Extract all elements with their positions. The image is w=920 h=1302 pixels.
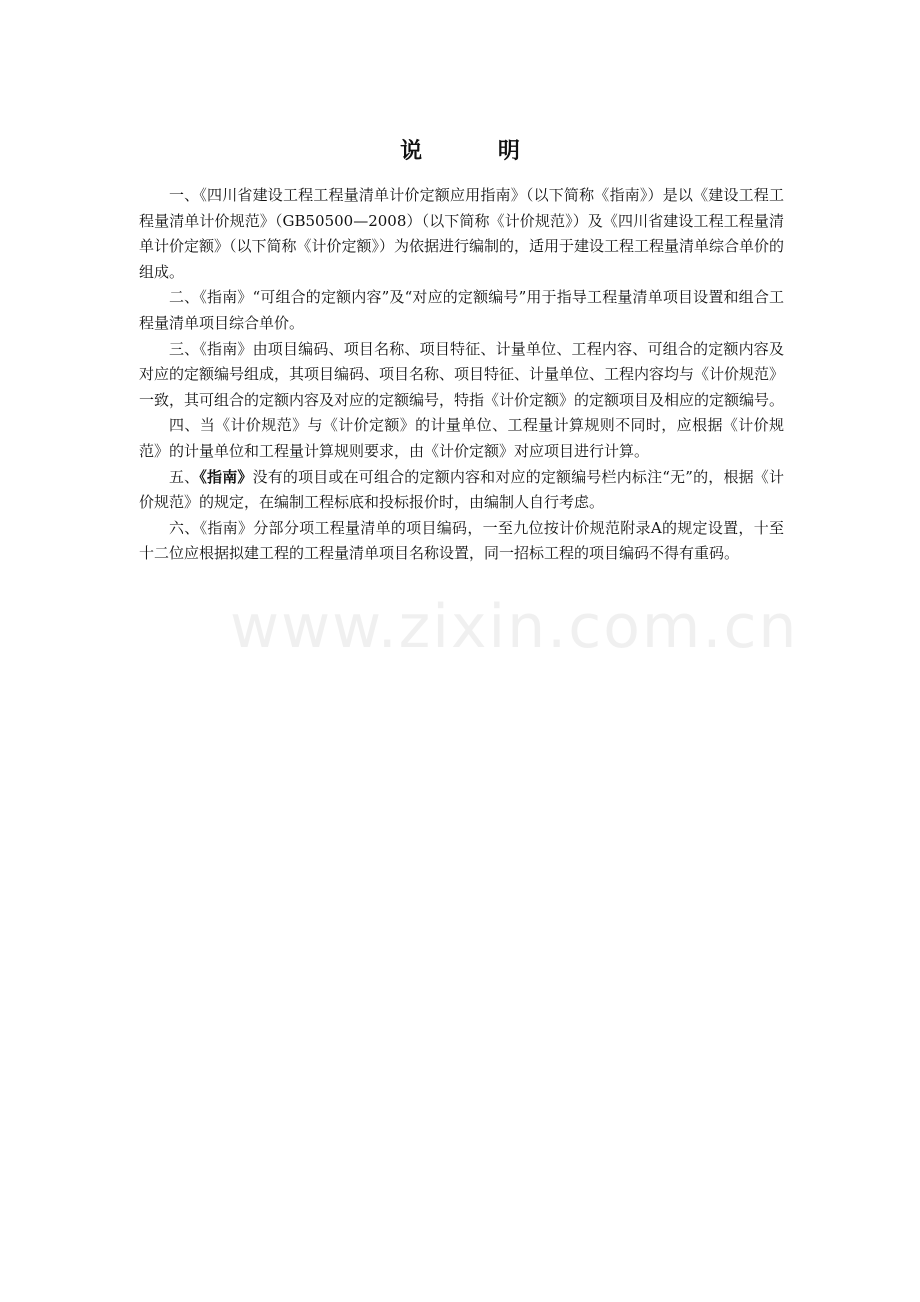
paragraph-3: 三、《指南》由项目编码、项目名称、项目特征、计量单位、工程内容、可组合的定额内容及对应的定额编号组成，其项目编码、项目名称、项目特征、计量单位、工程内容均与《计价规范》一致，其可组合的定额内容及对应的定额编号，特指《计价定额》的定额项目及相应的定额编号。 <box>139 339 785 409</box>
watermark-text: www.zixin.com.cn <box>230 592 799 662</box>
paragraph-2: 二、《指南》“可组合的定额内容”及“对应的定额编号”用于指导工程量清单项目设置和组合工程量清单项目综合单价。 <box>139 288 784 332</box>
document-body <box>139 183 784 567</box>
paragraph-5-prefix: 五、 <box>169 467 200 486</box>
paragraph-5 <box>139 465 784 516</box>
paragraph-1: 一、《四川省建设工程工程量清单计价定额应用指南》（以下简称《指南》）是以《建设工程工程量清单计价规范》（GB50500—2008）（以下简称《计价规范》）及《四川省建设工程工程量清单计价定额》（以下简称《计价定额》）为依据进行编制的，适用于建设工程工程量清单综合单价的组成。 <box>139 186 785 281</box>
paragraph-5-rest: 没有的项目或在可组合的定额内容和对应的定额编号栏内标注“无”的，根据《计价规范》的规定，在编制工程标底和投标报价时，由编制人自行考虑。 <box>139 467 784 512</box>
page-title: 说 明 <box>400 138 554 164</box>
paragraph-5-bold: 《指南》 <box>199 467 253 486</box>
paragraph-6: 六、《指南》分部分项工程量清单的项目编码，一至九位按计价规范附录A的规定设置，十至十二位应根据拟建工程的工程量清单项目名称设置，同一招标工程的项目编码不得有重码。 <box>139 518 784 563</box>
paragraph-4: 四、当《计价规范》与《计价定额》的计量单位、工程量计算规则不同时，应根据《计价规范》的计量单位和工程量计算规则要求，由《计价定额》对应项目进行计算。 <box>139 416 784 460</box>
